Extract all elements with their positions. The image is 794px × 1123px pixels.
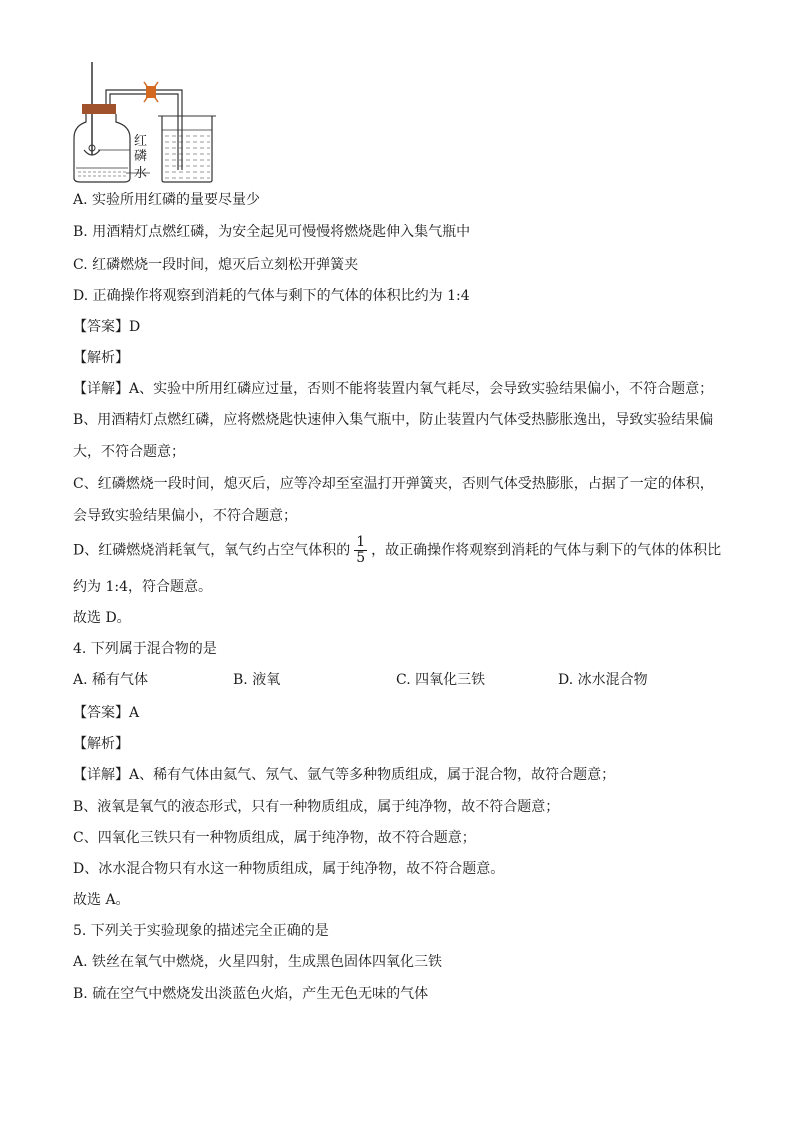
q4-detail-a: 【详解】A、稀有气体由氦气、氖气、氩气等多种物质组成，属于混合物，故符合题意； <box>73 767 616 783</box>
q4-detail-c: C、四氧化三铁只有一种物质组成，属于纯净物，故不符合题意； <box>73 830 476 846</box>
q3-detail-a: 【详解】A、实验中所用红磷应过量，否则不能将装置内氧气耗尽，会导致实验结果偏小，不符合题意； <box>73 381 714 397</box>
q4-detail-b: B、液氧是氧气的液态形式，只有一种物质组成，属于纯净物，故不符合题意； <box>73 799 560 815</box>
label-phosphorus-1: 红 <box>134 134 148 149</box>
q4-stem: 4. 下列属于混合物的是 <box>73 641 217 657</box>
q3-answer: 【答案】D <box>73 319 141 335</box>
fraction-denominator: 5 <box>356 550 366 566</box>
q3-option-d: D. 正确操作将观察到消耗的气体与剩下的气体的体积比约为 1:4 <box>73 288 470 304</box>
q3-detail-c: C、红磷燃烧一段时间，熄灭后，应等冷却至室温打开弹簧夹，否则气体受热膨胀，占据了一定的体积，会导致实验结果偏小，不符合题意； <box>73 476 714 524</box>
stopper-shape <box>82 104 116 114</box>
apparatus-figure <box>70 60 230 185</box>
q4-option-d: D. 冰水混合物 <box>558 672 648 688</box>
q5-stem: 5. 下列关于实验现象的描述完全正确的是 <box>73 923 329 939</box>
fraction-one-fifth <box>354 535 367 566</box>
q3-option-b: B. 用酒精灯点燃红磷，为安全起见可慢慢将燃烧匙伸入集气瓶中 <box>73 224 471 240</box>
q5-option-b: B. 硫在空气中燃烧发出淡蓝色火焰，产生无色无味的气体 <box>73 986 429 1002</box>
label-water: 水 <box>134 166 148 181</box>
fraction-numerator: 1 <box>356 534 366 550</box>
q3-conclusion: 故选 D。 <box>73 610 131 626</box>
q3-detail-d-line2: 约为 1:4，符合题意。 <box>73 579 212 595</box>
q3-option-c: C. 红磷燃烧一段时间，熄灭后立刻松开弹簧夹 <box>73 257 359 273</box>
q4-analysis-heading: 【解析】 <box>73 736 129 752</box>
clamp-shape <box>144 82 158 102</box>
q4-detail-d: D、冰水混合物只有水这一种物质组成，属于纯净物，故不符合题意。 <box>73 861 505 877</box>
q3-detail-d-pre: D、红磷燃烧消耗氧气，氧气约占空气体积的 <box>73 542 351 559</box>
q3-detail-d-post-part1: ，故正确操作将观察到消耗的气体与剩下的气体的体积比 <box>371 542 722 559</box>
q4-option-c: C. 四氧化三铁 <box>396 672 486 688</box>
q4-option-a: A. 稀有气体 <box>73 672 149 688</box>
q4-answer: 【答案】A <box>73 705 140 721</box>
q3-option-a: A. 实验所用红磷的量要尽量少 <box>73 192 261 208</box>
label-phosphorus-2: 磷 <box>134 149 148 164</box>
q5-option-a: A. 铁丝在氧气中燃烧，火星四射，生成黑色固体四氧化三铁 <box>73 954 443 970</box>
q3-detail-b: B、用酒精灯点燃红磷，应将燃烧匙快速伸入集气瓶中，防止装置内气体受热膨胀逸出，导致实验结果偏大，不符合题意； <box>73 412 714 460</box>
q4-option-b: B. 液氧 <box>233 672 281 688</box>
q3-detail-d-line1 <box>73 535 721 566</box>
q3-analysis-heading: 【解析】 <box>73 350 129 366</box>
q4-conclusion: 故选 A。 <box>73 892 130 908</box>
